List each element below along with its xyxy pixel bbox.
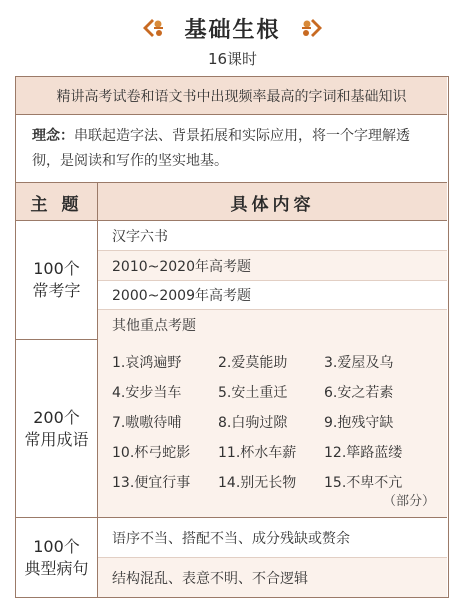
chars-row-1: 汉字六书 [98,221,447,251]
sentences-row-1: 语序不当、搭配不当、成分残缺或赘余 [98,518,447,558]
chars-row-4: 其他重点考题 [98,310,447,339]
concept-block [16,115,447,183]
idiom-row [112,347,447,377]
idiom-item: 14.别无长物 [218,475,297,491]
idiom-row [112,437,447,467]
title-row [0,8,465,48]
topic-idioms [16,340,98,517]
topic-chars-label: 常考字 [32,281,81,300]
idiom-item: 10.杯弓蛇影 [112,445,191,461]
topic-idioms-label: 常用成语 [24,429,89,449]
topic-sentences-label: 典型病句 [24,558,89,578]
intro-band: 精讲高考试卷和语文书中出现频率最高的字词和基础知识 [16,77,447,115]
idiom-item: 7.嗷嗷待哺 [112,415,182,431]
topic-sentences-count: 100个 [33,536,80,556]
idiom-item: 11.杯水车薪 [218,445,297,461]
page-title: 基础生根 [184,17,281,43]
header-topic: 主 题 [16,183,98,221]
idiom-item: 3.爱屋及乌 [324,355,394,371]
concept-text: 串联起造字法、背景拓展和实际应用，将一个字理解透彻，是阅读和写作的坚实地基。 [32,128,410,169]
idiom-item: 8.白驹过隙 [218,415,288,431]
topic-chars-count: 100个 [33,259,80,278]
idiom-item: 2.爱莫能助 [218,355,288,371]
idiom-item: 9.抱残守缺 [324,415,394,431]
idiom-item: 13.便宜行事 [112,475,191,491]
chars-row-3: 2000~2009年高考题 [98,281,447,310]
idiom-item: 15.不卑不亢 [324,475,403,491]
concept-label: 理念： [32,128,74,144]
sentences-row-2: 结构混乱、表意不明、不合逻辑 [98,558,447,597]
topic-sentences [16,518,98,597]
topic-idioms-count: 200个 [33,407,80,427]
idiom-item: 4.安步当车 [112,385,182,401]
idiom-item: 1.哀鸿遍野 [112,355,182,371]
idiom-item: 12.筚路蓝缕 [324,445,403,461]
table-header [16,183,447,221]
topic-chars [16,221,98,339]
header-content: 具体内容 [230,194,315,215]
chars-row-2: 2010~2020年高考题 [98,251,447,281]
page-subtitle: 16课时 [207,50,258,68]
idiom-list [98,339,447,517]
idiom-row [112,407,447,437]
right-ornament-icon [299,15,325,41]
partial-note: （部分） [382,494,435,509]
content-frame [15,76,449,598]
idiom-row [112,377,447,407]
left-ornament-icon [140,15,166,41]
idiom-item: 6.安之若素 [324,385,394,401]
idiom-item: 5.安土重迁 [218,385,288,401]
header [0,0,465,76]
